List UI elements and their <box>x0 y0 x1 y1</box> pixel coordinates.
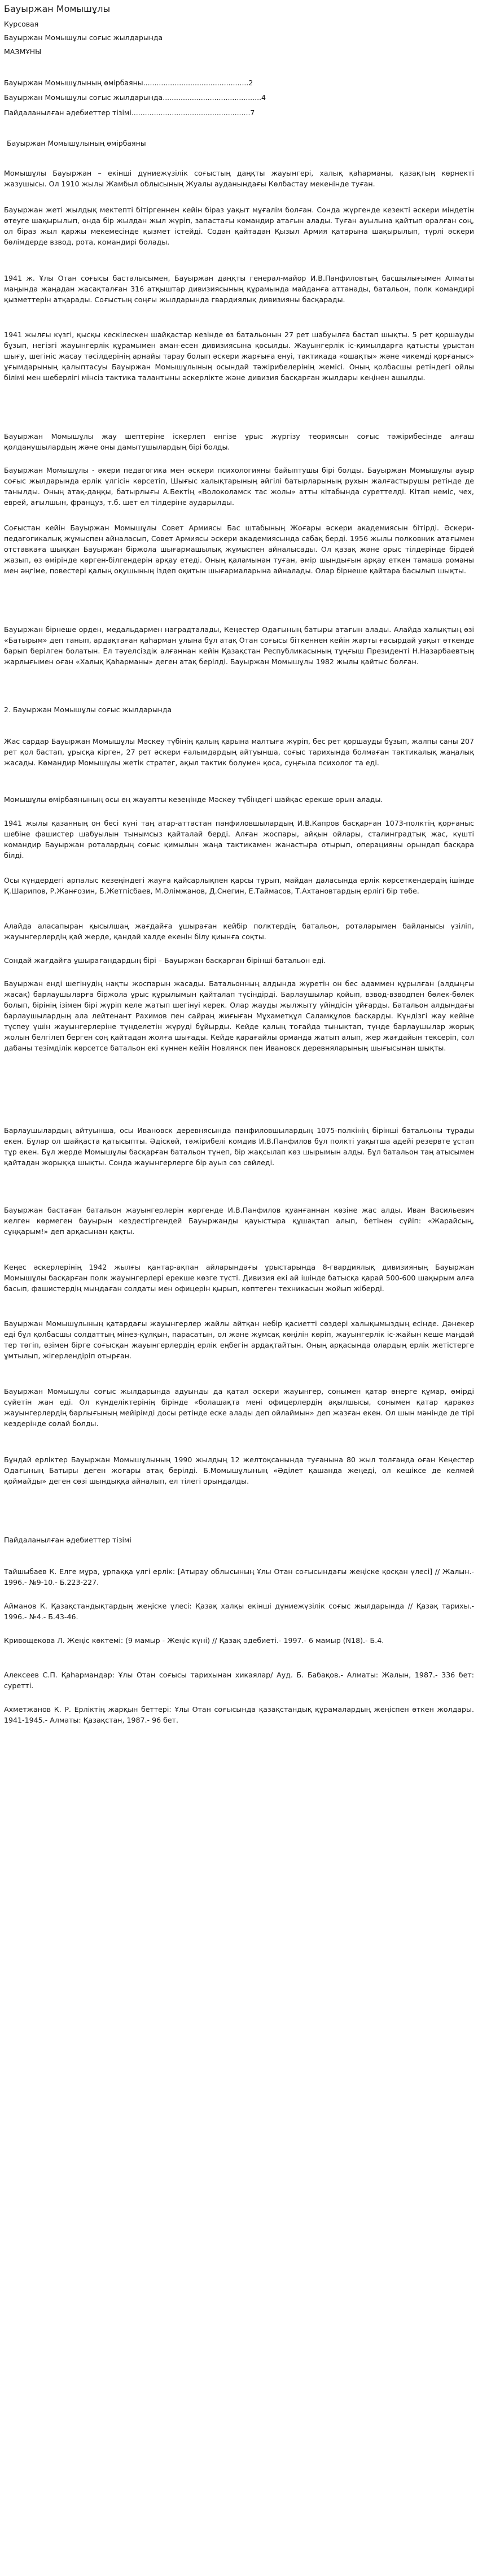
paragraph: Бауыржан Момышұлы соғыс жылдарында адуынды да қатал әскери жауынгер, сонымен қатар өнерге құмар, өмірді сүйетін жан еді. Ол күнделіктерінің бірінде «болашақта мені офицерлердің ақылшысы, сонымен қатар қаракөз жауынгерлердің барлығының мейірімді досы ретінде еске алады деп ойлаймын» деп жазған екен. Ол шын мәнінде де тірі кездерінде солай болды. <box>4 1387 474 1428</box>
paragraph: Сондай жағдайға ұшырағандардың бірі – Бауыржан басқарған бірінші батальон еді. <box>4 956 326 965</box>
toc-item: Пайдаланылған әдебиеттер тізімі.....................................................7 <box>4 108 255 117</box>
paragraph: Жас сардар Бауыржан Момышұлы Мәскеу түбінің қалың қарына малтыға жүріп, бес рет қоршауды бұзып, жалпы саны 207 рет қол бастап, ұрысқа кірген, 27 рет әскери ғалымдардың айтуынша, соғыс тарихында болмаған тактикалық жаңалық жасады. Көмандир Момышұлы жетік стратег, ақыл тактик болумен қоса, суңғыла психолог та еді. <box>4 737 474 767</box>
toc-item: Бауыржан Момышұлының өмірбаяны...............................................2 <box>4 79 253 87</box>
paragraph: Бауыржан бірнеше орден, медальдармен наградталады, Кеңестер Одағының батыры атағын алады. Алайда халықтың өзі «Батырым» деп танып, ардақтаған қаһарман ұлына бұл атақ Отан соғысы біткеннен кейін жарты ғасырдай уақыт өткенде барып берілген болатын. Ел тәуелсіздік алғаннан кейін Қазақстан Республикасының тұңғыш Президенті Н.Назарбаевтың жарлығымен оған «Халық Қаһарманы» деген атақ берілді. Бауыржан Момышұлы 1982 жылы қайтыс болған. <box>4 625 474 666</box>
paragraph: Момышұлы өмірбаянының осы ең жауапты кезеңінде Мәскеу түбіндегі шайқас ерекше орын алады. <box>4 795 383 804</box>
toc-item: Бауыржан Момышұлы соғыс жылдарында............................................4 <box>4 93 266 102</box>
paragraph: Соғыстан кейін Бауыржан Момышұлы Совет Армиясы Бас штабының Жоғары әскери академиясын бітірді. Әскери-педагогикалық жұмыспен айналасып, Совет Армиясы әскери академиясында сабақ берді. 1956 жылы полковник атағымен отставкаға шыққан Бауыржан біржола шығармашылық жұмыспен айналысады. Ол қазақ және орыс тілдерінде бірдей жазып, өз өмірінде көрген-білгендерін арқау етеді. Оның қаламынан туған, әмір шындығын арқау еткен тамаша романы мен әңгіме, повестері қалың оқушының іздеп оқитын шығармаларына айналады. Олар бірнеше қайтара басылып шықты. <box>4 524 474 575</box>
reference-item: Тайшыбаев К. Елге мұра, ұрпаққа үлгі ерлік: [Атырау облысының Ұлы Отан соғысындағы жеңіске қосқан үлесі] // Жалын.- 1996.- №9-10.- Б.223-227. <box>4 1567 474 1586</box>
doc-title: Бауыржан Момышұлы <box>4 3 111 14</box>
paragraph: Момышұлы Бауыржан – екінші дүниежүзілік соғыстың даңқты жауынгері, халық қаһарманы, қазақтың көрнекті жазушысы. Ол 1910 жылы Жамбыл облысының Жуалы ауданындағы Көлбастау мекенінде туған. <box>4 169 474 188</box>
paragraph: Кеңес әскерлерінің 1942 жылғы қантар-ақпан айларындағы ұрыстарында 8-гвардиялық дивизияның Бауыржан Момышұлы басқарған полк жауынгерлері ерекше көзге түсті. Дивизия екі ай ішінде батысқа қарай 500-600 шақырым алға басып, фашистердің мыңдаған солдаты мен офицерін қырып, көптеген техникасын жойып жіберді. <box>4 1263 474 1293</box>
section1-title: Бауыржан Момышұлының өмірбаяны <box>7 139 146 147</box>
paragraph: 1941 жылғы күзгі, қысқы кескілескен шайқастар кезінде өз батальонын 27 рет шабуылға бастап шықты. 5 рет қоршауды бұзып, негізгі жауынгерлік құрамымен аман-есен дивизиясына қосылды. Жауынгерлік іс-қимылдарға қатысты ұрыстан шығу, шегініс жасау тәсілдерінің арнайы тарау болып әскери жарғыға енуі, тактикада «ошақты» және «икемді қорғаныс» ұғымдарының қалыптасуы Бауыржан Момышұлының осындай тәжірибелерінің жемісі. Оның қолбасшы ретіндегі ойлы білімі мен шеберлігі мінсіз тактика талантыны әскерлікте және дивизия басқарған жылдары кеңінен ашылды. <box>4 330 474 382</box>
paragraph: Алайда аласапыран қысылшаң жағдайға ұшыраған кейбір полктердің батальон, роталарымен байланысы үзіліп, жауынгерлердің қай жерде, қандай халде екенін білу қиынға соқты. <box>4 922 474 941</box>
references-title: Пайдаланылған әдебиеттер тізімі <box>4 1536 131 1544</box>
doc-type: Курсовая <box>4 20 39 28</box>
reference-item: Айманов К. Қазақстандықтардың жеңіске үлесі: Қазақ халқы екінші дүниежүзілік соғыс жылдарында // Қазақ тарихы.- 1996.- №4.- Б.43-46. <box>4 1602 474 1621</box>
paragraph: Бұндай ерліктер Бауыржан Момышұлының 1990 жылдың 12 желтоқсанында туғанына 80 жыл толғанда оған Кеңестер Одағының Батыры деген жоғары атақ берілді. Б.Момышұлының «Әділет қашанда жеңеді, ол кешіксе де келмей қоймайды» деген сөзі шындыққа айналып, ел тілегі орындалды. <box>4 1455 474 1485</box>
paragraph: Бауыржан Момышұлы - әкери педагогика мен әскери психологияны байыптушы бірі болды. Бауыржан Момышұлы ауыр соғыс жылдарында ерлік үлгісін көрсетіп, Шығыс халықтарының әйгілі батырларының рухын жалғастырушы ретінде де танылды. Оның атақ-даңқы, батырлығы А.Бектің «Волоколамск тас жолы» атты кітабында суреттелді. Кітап неміс, чех, еврей, ағылшын, француз, т.б. шет ел тілдеріне аударылды. <box>4 466 474 507</box>
paragraph: 1941 жылы қазанның он бесі күні таң атар-аттастан панфиловшылардың И.В.Капров басқарған 1073-полктің қорғаныс шебіне фашистер шабуылын тынымсыз қайталай берді. Алған жоспары, айқын ойлары, сталинградтық жас, күшті командир Бауыржан роталардың соғыс қимылын жаңа тактикамен жанастыра отырып, операцияны орындап басқара білді. <box>4 819 474 860</box>
reference-item: Кривощекова Л. Жеңіс көктемі: (9 мамыр - Жеңіс күні) // Қазақ әдебиеті.- 1997.- 6 мамыр (N18).- Б.4. <box>4 1636 384 1645</box>
paragraph: Бауыржан Момышұлы жау шептеріне іскерлеп енгізе ұрыс жүргізу теориясын соғыс тәжірибесінде алғаш қолданушылардың және оны дамытушылардың бірі болды. <box>4 432 474 451</box>
paragraph: 1941 ж. Ұлы Отан соғысы басталысымен, Бауыржан даңқты генерал-майор И.В.Панфиловтың басшылығымен Алматы маңында жаңадан жасақталған 316 атқыштар дивизиясының құрамында майданға аттанады, батальон, полк командирі қызметтерін атқарады. Соғыстың соңғы жылдарында гвардиялық дивизияны басқарады. <box>4 274 474 304</box>
paragraph: Бауыржан жеті жылдық мектепті бітіргеннен кейін біраз уақыт мұғалім болған. Сонда жүргенде кезекті әскери міндетін өтеуге шақырылып, онда бір жылдан жыл жүріп, запастағы командир атағын алады. Туған ауылына қайтып оралған соң, ол біраз жыл қаржы мекемесінде қызмет істейді. Содан қайтадан Қызыл Армия қатарына шақырылып, түрлі әскери бөлімдерде взвод, рота, командирі болады. <box>4 206 474 246</box>
reference-item: Алексеев С.П. Қаһармандар: Ұлы Отан соғысы тарихынан хикаялар/ Ауд. Б. Бабақов.- Алматы: Жалын, 1987.- 336 бет: суретті. <box>4 1671 474 1690</box>
reference-item: Ахметжанов К. Р. Ерліктің жарқын беттері: Ұлы Отан соғысында қазақстандық құрамалардың жеңіспен өткен жолдары. 1941-1945.- Алматы: Қазақстан, 1987.- 96 бет. <box>4 1705 474 1724</box>
paragraph: Бауыржан Момышұлының қатардағы жауынгерлер жайлы айтқан небір қасиетті сөздері халықымыздың есінде. Дәнекер еді бұл қолбасшы солдаттың мінез-құлқын, парасатын, ол және жұмсақ көңілін көріп, жауынгерлік іс-жайын кеше маңдай тер төгіп, өзімен бірге соғысқан жауынгерлердің ерлік еңбегін ардақтайтын. Оның арқасында олардың ерлік жетістерге ұмтылып, жігерлендіріп отырған. <box>4 1319 474 1360</box>
paragraph: Осы күндердегі арпалыс кезеңіндегі жауға қайсарлықпен қарсы тұрып, майдан даласында ерлік көрсеткендердің ішінде Қ.Шарипов, Р.Жанғозин, Б.Жетпісбаев, М.Әлімжанов, Д.Снегин, Е.Таймасов, Т.Ахтановтардың ерлігі бір төбе. <box>4 876 474 895</box>
doc-subject: Бауыржан Момышұлы соғыс жылдарында <box>4 33 163 42</box>
paragraph: Бауыржан енді шегінудің нақты жоспарын жасады. Батальонның алдында жүретін он бес адаммен құрылған (алдыңғы жасақ) барлаушыларға біржола ұрыс құрылымын қайталап түсіндірді. Барлаушылар қойып, взвод-взводпен бөлек-бөлек болып, бірінің ізімен бірі жүріп келе жатып шегінуі керек. Олар жауды жылжыту үйіндісін ұйғарды. Батальон алдындағы барлаушылардың ала лейтенант Рахимов пен сайраң жиғыған Мұхаметқұл Саламқұлов басқарды. Күндізгі жау кейіне түспеу үшін жауынгерлеріне түнделетін жүруді бұйырды. Кейде қалың тоғайда тынықтап, түнде барлаушылар жорық жолын белгілеп берген соң қайтадан жолға шығады. Кейде қарағайлы орманда жатып алып, жер жағдайын тексеріп, сол дабаны тезімділік көрсетсе батальон екі күннен кейін Новлянск пен Ивановск деревняларының шығысынан шықты. <box>4 979 474 1052</box>
paragraph: Бауыржан бастаған батальон жауынгерлерін көргенде И.В.Панфилов қуанғаннан көзіне жас алды. Иван Васильевич келген көрмеген бауырын кездестіргендей Бауыржанды қауыстыра құшақтап алып, бетінен сүйіп: «Жарайсың, сұңқарым!» деп арқасынан қақты. <box>4 1206 474 1236</box>
paragraph: Барлаушылардың айтуынша, осы Ивановск деревнясында панфиловшылардың 1075-полкінің бірінші батальоны тұрады екен. Бұлар ол шайқаста қатысыпты. Әдіскөй, тәжірибелі комдив И.В.Панфилов бұл полкті уақытша адейі резервте ұстап тұр екен. Бұл жерде Момышұлы басқарған батальон түнеп, бір жақсылап көз шырымын алды. Бұл батальон таң атысымен қайтадан жорыққа шықты. Сонда жауынгерлерге бір ауыз сөз сөйледі. <box>4 1126 474 1167</box>
toc-heading: МАЗМҰНЫ <box>4 47 42 56</box>
section2-title: 2. Бауыржан Момышұлы соғыс жылдарында <box>4 705 172 714</box>
